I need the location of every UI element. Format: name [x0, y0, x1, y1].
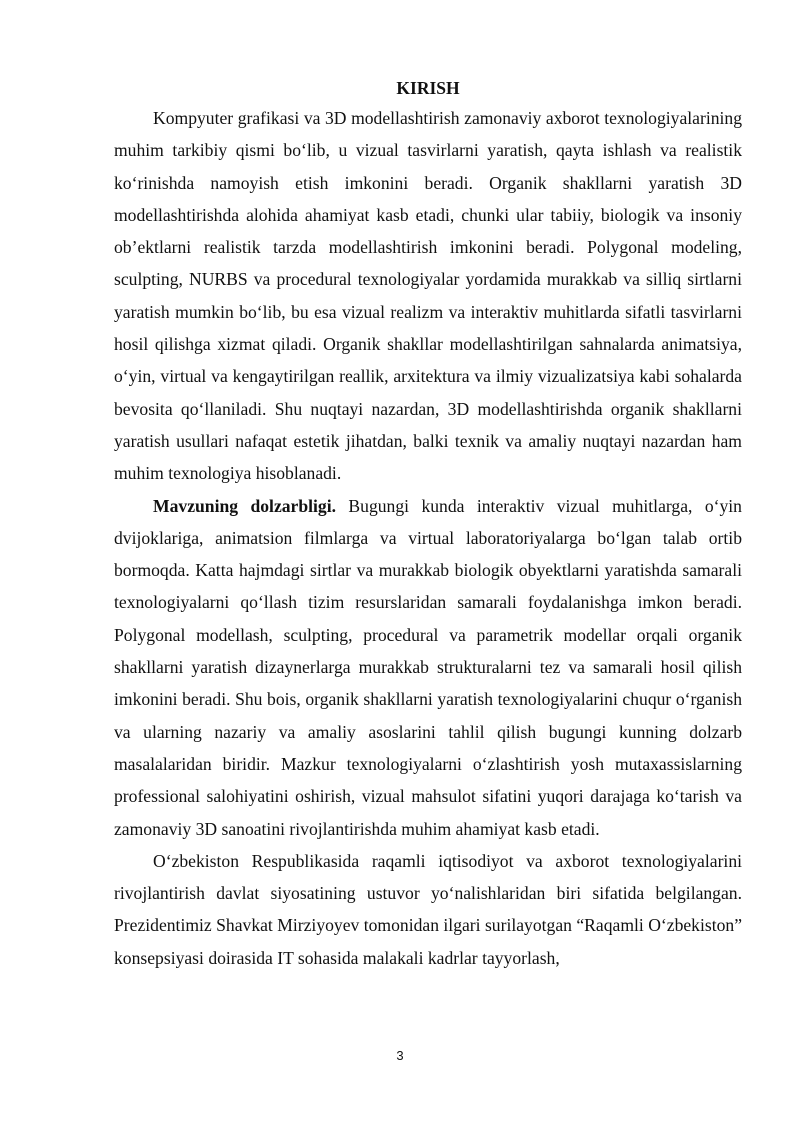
- paragraph-intro: [114, 102, 742, 490]
- paragraph-text: O‘zbekiston Respublikasida raqamli iqtisodiyot va axborot texnologiyalarini rivojlantirish davlat siyosatining ustuvor yo‘nalishlaridan biri sifatida belgilangan. Prezidentimiz Shavkat Mirziyoyev tomonidan ilgari surilayotgan “Raqamli O‘zbekiston” konsepsiyasi doirasida IT sohasida malakali kadrlar tayyorlash,: [114, 850, 742, 968]
- paragraph-relevance: [114, 490, 742, 845]
- section-title: KIRISH: [396, 78, 460, 98]
- document-page: [114, 76, 742, 974]
- page-number: 3: [396, 1048, 404, 1063]
- paragraph-policy: [114, 845, 742, 974]
- paragraph-text: Kompyuter grafikasi va 3D modellashtirish zamonaviy axborot texnologiyalarining muhim tarkibiy qismi bo‘lib, u vizual tasvirlarni yaratish, qayta ishlash va realistik ko‘rinishda namoyish etish imkonini beradi. Organik shakllarni yaratish 3D modellashtirishda alohida ahamiyat kasb etadi, chunki ular tabiiy, biologik va insoniy ob’ektlarni realistik tarzda modellashtirish imkonini beradi. Polygonal modeling, sculpting, NURBS va procedural texnologiyalar yordamida murakkab va silliq sirtlarni yaratish mumkin bo‘lib, bu esa vizual realizm va interaktiv muhitlarda sifatli tasvirlarni hosil qilishga xizmat qiladi. Organik shakllar modellashtirilgan sahnalarda animatsiya, o‘yin, virtual va kengaytirilgan reallik, arxitektura va ilmiy vizualizatsiya kabi sohalarda bevosita qo‘llaniladi. Shu nuqtayi nazardan, 3D modellashtirishda organik shakllarni yaratish usullari nafaqat estetik jihatdan, balki texnik va amaliy nuqtayi nazardan ham muhim texnologiya hisoblanadi.: [114, 108, 742, 484]
- inline-heading: Mavzuning dolzarbligi.: [153, 495, 336, 516]
- paragraph-text: Bugungi kunda interaktiv vizual muhitlarga, o‘yin dvijoklariga, animatsion filmlarga va virtual laboratoriyalarga bo‘lgan talab ortib bormoqda. Katta hajmdagi sirtlar va murakkab biologik obyektlarni yaratishda samarali texnologiyalarni qo‘llash tizim resurslaridan samarali foydalanishga imkon beradi. Polygonal modellash, sculpting, procedural va parametrik modellar orqali organik shakllarni yaratish dizaynerlarga murakkab strukturalarni tez va samarali hosil qilish imkonini beradi. Shu bois, organik shakllarni yaratish texnologiyalarini chuqur o‘rganish va ularning nazariy va amaliy asoslarini tahlil qilish bugungi kunning dolzarb masalalaridan biridir. Mazkur texnologiyalarni o‘zlashtirish yosh mutaxassislarning professional salohiyatini oshirish, vizual mahsulot sifatini yuqori darajaga ko‘tarish va zamonaviy 3D sanoatini rivojlantirishda muhim ahamiyat kasb etadi.: [114, 495, 742, 839]
